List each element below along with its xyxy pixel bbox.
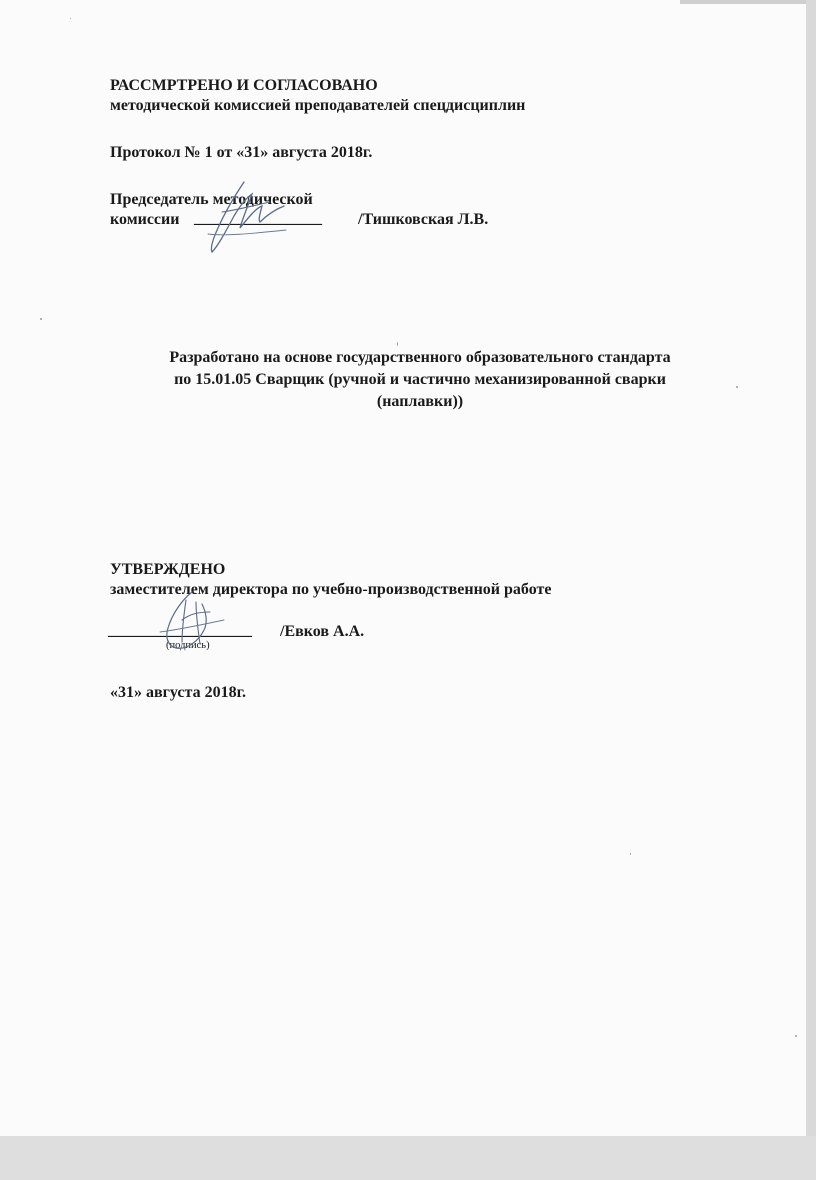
standard-line-2: по 15.01.05 Сварщик (ручной и частично механизированной сварки — [174, 371, 666, 388]
scan-edge-right — [806, 0, 816, 1180]
scan-speck — [736, 386, 738, 388]
scan-edge-bottom — [0, 1136, 816, 1180]
chair-signature-blank: ________________ — [194, 210, 322, 227]
scan-speck — [795, 1035, 797, 1037]
scan-speck — [40, 318, 42, 320]
director-signature-blank: __________________ — [108, 622, 252, 639]
chair-label: комиссии — [110, 211, 180, 228]
approval-subtitle: методической комиссией преподавателей спецдисциплин — [110, 97, 526, 114]
approval-title: РАССМРТРЕНО И СОГЛАСОВАНО — [110, 77, 378, 94]
chair-line: Председатель методической — [110, 191, 313, 208]
signature-caption: (подпись) — [166, 640, 210, 651]
standard-line-3: (наплавки)) — [376, 393, 464, 410]
standard-block — [100, 347, 740, 413]
approved-subtitle: заместителем директора по учебно-производственной работе — [110, 581, 552, 598]
protocol-line: Протокол № 1 от «31» августа 2018г. — [110, 144, 373, 161]
director-signature-scribble — [152, 586, 232, 656]
chair-name: /Тишковская Л.В. — [358, 211, 489, 228]
approval-date: «31» августа 2018г. — [110, 684, 247, 701]
chair-signature-scribble — [196, 176, 296, 256]
standard-line-1: Разработано на основе государственного образовательного стандарта — [169, 349, 671, 366]
approved-title: УТВЕРЖДЕНО — [110, 561, 226, 578]
scan-speck — [397, 342, 398, 346]
scan-speck — [630, 853, 631, 855]
director-name: /Евков А.А. — [280, 623, 365, 640]
scan-speck — [70, 18, 71, 19]
scan-top-mark — [680, 0, 806, 4]
